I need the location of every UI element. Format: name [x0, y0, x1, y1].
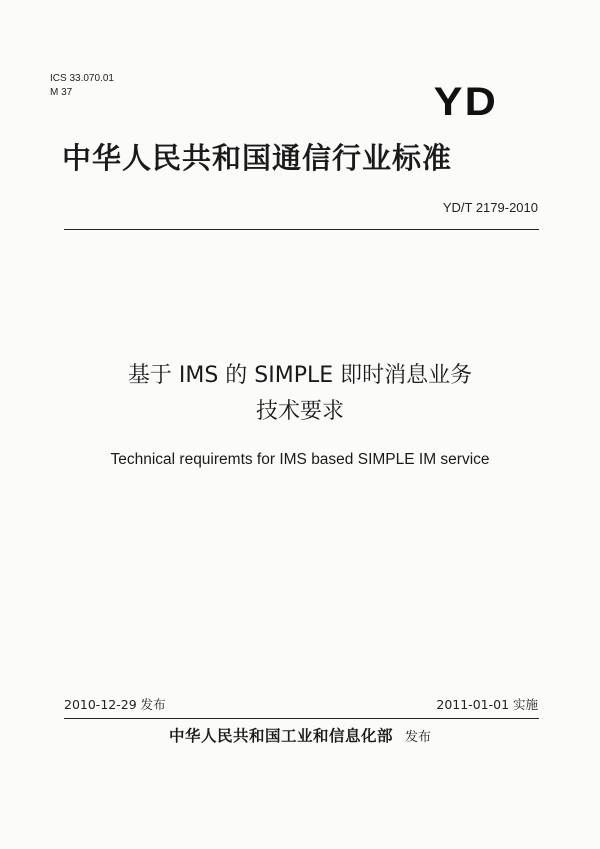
ics-code: ICS 33.070.01	[50, 73, 114, 84]
title-cn-line1: 基于 IMS 的 SIMPLE 即时消息业务	[127, 363, 473, 388]
issuer-line	[0, 726, 600, 748]
standard-class-heading: 中华人民共和国通信行业标准	[62, 141, 453, 175]
implementation-date: 2011-01-01 实施	[436, 697, 538, 712]
footer-divider	[64, 718, 539, 719]
title-cn-line2: 技术要求	[255, 399, 344, 424]
yd-logo: YD	[433, 80, 498, 124]
issuer-verb: 发布	[405, 730, 432, 745]
ccs-code: M 37	[50, 87, 73, 98]
standard-number: YD/T 2179-2010	[442, 200, 538, 215]
title-en: Technical requiremts for IMS based SIMPLE IM service	[110, 451, 490, 468]
issuer-organization: 中华人民共和国工业和信息化部	[168, 727, 393, 745]
header-divider	[64, 229, 539, 230]
issue-date: 2010-12-29 发布	[64, 697, 166, 712]
